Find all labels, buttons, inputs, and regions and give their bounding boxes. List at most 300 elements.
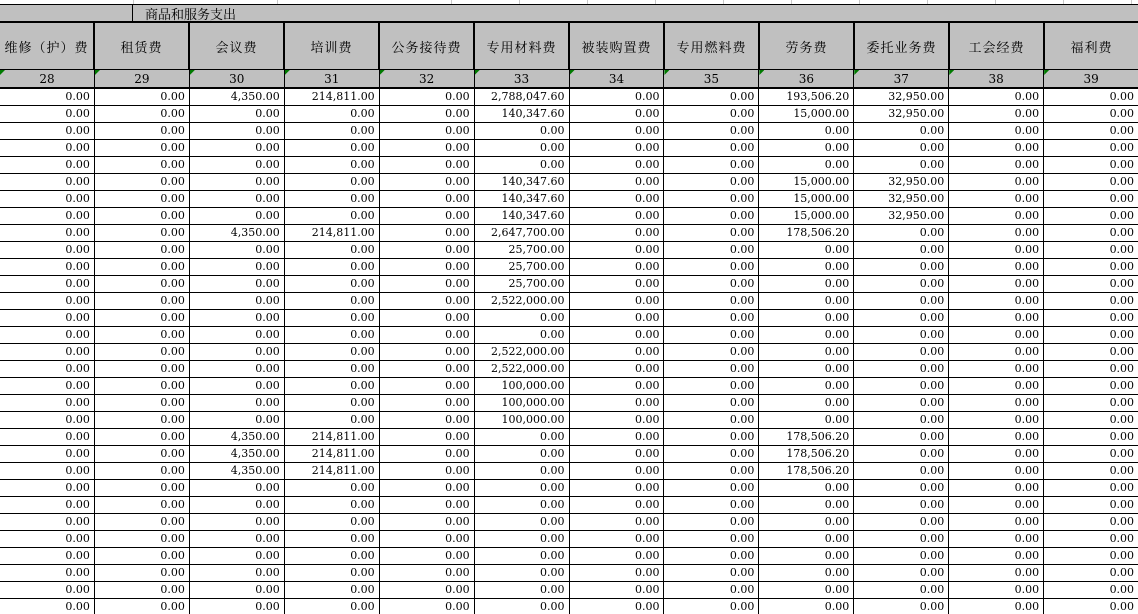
data-cell[interactable]: 0.00 bbox=[95, 123, 190, 140]
data-cell[interactable]: 0.00 bbox=[380, 310, 475, 327]
data-cell[interactable]: 25,700.00 bbox=[475, 276, 570, 293]
data-cell[interactable]: 0.00 bbox=[570, 514, 665, 531]
data-cell[interactable]: 0.00 bbox=[664, 191, 759, 208]
data-cell[interactable]: 0.00 bbox=[380, 463, 475, 480]
data-cell[interactable]: 0.00 bbox=[95, 582, 190, 599]
column-code-cell[interactable] bbox=[759, 70, 854, 87]
data-cell[interactable]: 0.00 bbox=[949, 327, 1044, 344]
data-cell[interactable]: 0.00 bbox=[949, 208, 1044, 225]
data-cell[interactable]: 25,700.00 bbox=[475, 242, 570, 259]
column-header-cell[interactable]: 专用材料费 bbox=[475, 23, 570, 69]
column-header-cell[interactable]: 被装购置费 bbox=[570, 23, 665, 69]
data-cell[interactable]: 15,000.00 bbox=[759, 174, 854, 191]
data-cell[interactable]: 0.00 bbox=[190, 276, 285, 293]
data-cell[interactable]: 32,950.00 bbox=[854, 89, 949, 106]
data-cell[interactable]: 0.00 bbox=[0, 565, 95, 582]
data-cell[interactable]: 0.00 bbox=[380, 514, 475, 531]
data-cell[interactable]: 0.00 bbox=[0, 293, 95, 310]
column-code-cell[interactable] bbox=[95, 70, 190, 87]
data-cell[interactable]: 0.00 bbox=[190, 514, 285, 531]
data-cell[interactable]: 0.00 bbox=[570, 259, 665, 276]
data-cell[interactable]: 0.00 bbox=[190, 242, 285, 259]
data-cell[interactable]: 0.00 bbox=[475, 463, 570, 480]
data-cell[interactable]: 0.00 bbox=[570, 276, 665, 293]
column-code-cell[interactable] bbox=[475, 70, 570, 87]
data-cell[interactable]: 0.00 bbox=[285, 191, 380, 208]
data-cell[interactable]: 32,950.00 bbox=[854, 174, 949, 191]
data-cell[interactable]: 0.00 bbox=[759, 531, 854, 548]
data-cell[interactable]: 0.00 bbox=[949, 548, 1044, 565]
data-cell[interactable]: 0.00 bbox=[0, 123, 95, 140]
data-cell[interactable]: 100,000.00 bbox=[475, 378, 570, 395]
data-cell[interactable]: 0.00 bbox=[664, 599, 759, 614]
data-cell[interactable]: 0.00 bbox=[759, 395, 854, 412]
data-cell[interactable]: 0.00 bbox=[570, 242, 665, 259]
data-cell[interactable]: 0.00 bbox=[949, 565, 1044, 582]
data-cell[interactable]: 0.00 bbox=[190, 344, 285, 361]
data-cell[interactable]: 0.00 bbox=[0, 89, 95, 106]
data-cell[interactable]: 0.00 bbox=[759, 361, 854, 378]
data-cell[interactable]: 15,000.00 bbox=[759, 106, 854, 123]
data-cell[interactable]: 0.00 bbox=[190, 293, 285, 310]
data-cell[interactable]: 0.00 bbox=[854, 514, 949, 531]
data-cell[interactable]: 0.00 bbox=[285, 157, 380, 174]
data-cell[interactable]: 0.00 bbox=[475, 327, 570, 344]
data-cell[interactable]: 0.00 bbox=[1044, 548, 1138, 565]
data-cell[interactable]: 0.00 bbox=[570, 599, 665, 614]
data-cell[interactable]: 0.00 bbox=[570, 344, 665, 361]
data-cell[interactable]: 0.00 bbox=[664, 480, 759, 497]
data-cell[interactable]: 0.00 bbox=[664, 463, 759, 480]
data-cell[interactable]: 0.00 bbox=[95, 242, 190, 259]
data-cell[interactable]: 0.00 bbox=[759, 259, 854, 276]
data-cell[interactable]: 0.00 bbox=[664, 174, 759, 191]
data-cell[interactable]: 0.00 bbox=[664, 310, 759, 327]
data-cell[interactable]: 0.00 bbox=[285, 412, 380, 429]
data-cell[interactable]: 0.00 bbox=[759, 327, 854, 344]
data-cell[interactable]: 0.00 bbox=[1044, 208, 1138, 225]
data-cell[interactable]: 0.00 bbox=[190, 412, 285, 429]
data-cell[interactable]: 0.00 bbox=[949, 497, 1044, 514]
data-cell[interactable]: 0.00 bbox=[190, 157, 285, 174]
data-cell[interactable]: 0.00 bbox=[95, 514, 190, 531]
data-cell[interactable]: 0.00 bbox=[95, 480, 190, 497]
data-cell[interactable]: 0.00 bbox=[570, 208, 665, 225]
data-cell[interactable]: 0.00 bbox=[380, 548, 475, 565]
data-cell[interactable]: 0.00 bbox=[380, 395, 475, 412]
data-cell[interactable]: 0.00 bbox=[0, 344, 95, 361]
data-cell[interactable]: 0.00 bbox=[949, 140, 1044, 157]
data-cell[interactable]: 0.00 bbox=[664, 242, 759, 259]
data-cell[interactable]: 0.00 bbox=[285, 514, 380, 531]
data-cell[interactable]: 0.00 bbox=[759, 565, 854, 582]
data-cell[interactable]: 0.00 bbox=[570, 378, 665, 395]
data-cell[interactable]: 0.00 bbox=[949, 361, 1044, 378]
data-cell[interactable]: 0.00 bbox=[475, 480, 570, 497]
data-cell[interactable]: 0.00 bbox=[570, 361, 665, 378]
data-cell[interactable]: 0.00 bbox=[949, 344, 1044, 361]
data-cell[interactable]: 0.00 bbox=[949, 225, 1044, 242]
data-cell[interactable]: 0.00 bbox=[285, 344, 380, 361]
column-header-cell[interactable]: 维修（护）费 bbox=[0, 23, 95, 69]
data-cell[interactable]: 0.00 bbox=[759, 140, 854, 157]
data-cell[interactable]: 0.00 bbox=[664, 514, 759, 531]
data-cell[interactable]: 0.00 bbox=[95, 174, 190, 191]
data-cell[interactable]: 0.00 bbox=[380, 157, 475, 174]
data-cell[interactable]: 0.00 bbox=[570, 412, 665, 429]
data-cell[interactable]: 0.00 bbox=[1044, 327, 1138, 344]
data-cell[interactable]: 0.00 bbox=[854, 531, 949, 548]
data-cell[interactable]: 100,000.00 bbox=[475, 395, 570, 412]
data-cell[interactable]: 0.00 bbox=[1044, 242, 1138, 259]
data-cell[interactable]: 0.00 bbox=[190, 565, 285, 582]
data-cell[interactable]: 0.00 bbox=[570, 446, 665, 463]
data-cell[interactable]: 0.00 bbox=[570, 123, 665, 140]
data-cell[interactable]: 0.00 bbox=[0, 225, 95, 242]
data-cell[interactable]: 25,700.00 bbox=[475, 259, 570, 276]
data-cell[interactable]: 2,522,000.00 bbox=[475, 344, 570, 361]
data-cell[interactable]: 0.00 bbox=[190, 582, 285, 599]
data-cell[interactable]: 0.00 bbox=[0, 497, 95, 514]
data-cell[interactable]: 0.00 bbox=[570, 327, 665, 344]
data-cell[interactable]: 0.00 bbox=[285, 599, 380, 614]
data-cell[interactable]: 0.00 bbox=[475, 140, 570, 157]
data-cell[interactable]: 0.00 bbox=[949, 242, 1044, 259]
data-cell[interactable]: 0.00 bbox=[949, 293, 1044, 310]
data-cell[interactable]: 0.00 bbox=[95, 412, 190, 429]
data-cell[interactable]: 0.00 bbox=[475, 514, 570, 531]
data-cell[interactable]: 0.00 bbox=[949, 480, 1044, 497]
data-cell[interactable]: 214,811.00 bbox=[285, 89, 380, 106]
data-cell[interactable]: 0.00 bbox=[1044, 582, 1138, 599]
data-cell[interactable]: 0.00 bbox=[475, 497, 570, 514]
column-code-cell[interactable] bbox=[570, 70, 665, 87]
data-cell[interactable]: 0.00 bbox=[854, 429, 949, 446]
data-cell[interactable]: 0.00 bbox=[570, 225, 665, 242]
data-cell[interactable]: 0.00 bbox=[949, 276, 1044, 293]
data-cell[interactable]: 0.00 bbox=[570, 310, 665, 327]
data-cell[interactable]: 0.00 bbox=[190, 531, 285, 548]
data-cell[interactable]: 0.00 bbox=[759, 293, 854, 310]
data-cell[interactable]: 0.00 bbox=[285, 174, 380, 191]
data-cell[interactable]: 0.00 bbox=[854, 463, 949, 480]
data-cell[interactable]: 0.00 bbox=[0, 174, 95, 191]
data-cell[interactable]: 0.00 bbox=[949, 157, 1044, 174]
data-cell[interactable]: 0.00 bbox=[380, 599, 475, 614]
data-cell[interactable]: 0.00 bbox=[0, 106, 95, 123]
data-cell[interactable]: 0.00 bbox=[759, 276, 854, 293]
data-cell[interactable]: 0.00 bbox=[1044, 514, 1138, 531]
data-cell[interactable]: 0.00 bbox=[759, 242, 854, 259]
data-cell[interactable]: 0.00 bbox=[95, 548, 190, 565]
data-cell[interactable]: 0.00 bbox=[854, 123, 949, 140]
data-cell[interactable]: 0.00 bbox=[380, 327, 475, 344]
data-cell[interactable]: 0.00 bbox=[1044, 565, 1138, 582]
data-cell[interactable]: 0.00 bbox=[95, 344, 190, 361]
data-cell[interactable]: 0.00 bbox=[475, 157, 570, 174]
data-cell[interactable]: 0.00 bbox=[1044, 157, 1138, 174]
data-cell[interactable]: 0.00 bbox=[854, 548, 949, 565]
data-cell[interactable]: 0.00 bbox=[664, 208, 759, 225]
data-cell[interactable]: 0.00 bbox=[190, 259, 285, 276]
data-cell[interactable]: 4,350.00 bbox=[190, 446, 285, 463]
data-cell[interactable]: 0.00 bbox=[854, 395, 949, 412]
data-cell[interactable]: 0.00 bbox=[570, 497, 665, 514]
data-cell[interactable]: 0.00 bbox=[0, 242, 95, 259]
data-cell[interactable]: 0.00 bbox=[949, 174, 1044, 191]
data-cell[interactable]: 0.00 bbox=[1044, 412, 1138, 429]
data-cell[interactable]: 32,950.00 bbox=[854, 191, 949, 208]
data-cell[interactable]: 0.00 bbox=[854, 293, 949, 310]
data-cell[interactable]: 0.00 bbox=[570, 548, 665, 565]
data-cell[interactable]: 0.00 bbox=[95, 140, 190, 157]
data-cell[interactable]: 0.00 bbox=[664, 327, 759, 344]
data-cell[interactable]: 0.00 bbox=[380, 242, 475, 259]
data-cell[interactable]: 0.00 bbox=[0, 548, 95, 565]
data-cell[interactable]: 0.00 bbox=[759, 514, 854, 531]
data-cell[interactable]: 0.00 bbox=[190, 378, 285, 395]
data-cell[interactable]: 0.00 bbox=[95, 429, 190, 446]
data-cell[interactable]: 0.00 bbox=[664, 225, 759, 242]
data-cell[interactable]: 0.00 bbox=[759, 582, 854, 599]
data-cell[interactable]: 0.00 bbox=[380, 361, 475, 378]
data-cell[interactable]: 0.00 bbox=[854, 412, 949, 429]
data-cell[interactable]: 0.00 bbox=[95, 293, 190, 310]
data-cell[interactable]: 0.00 bbox=[854, 565, 949, 582]
data-cell[interactable]: 0.00 bbox=[285, 259, 380, 276]
data-cell[interactable]: 0.00 bbox=[380, 344, 475, 361]
data-cell[interactable]: 0.00 bbox=[0, 599, 95, 614]
data-cell[interactable]: 32,950.00 bbox=[854, 208, 949, 225]
data-cell[interactable]: 0.00 bbox=[759, 157, 854, 174]
data-cell[interactable]: 0.00 bbox=[854, 344, 949, 361]
data-cell[interactable]: 0.00 bbox=[0, 412, 95, 429]
data-cell[interactable]: 0.00 bbox=[1044, 191, 1138, 208]
data-cell[interactable]: 0.00 bbox=[285, 582, 380, 599]
data-cell[interactable]: 0.00 bbox=[854, 310, 949, 327]
data-cell[interactable]: 100,000.00 bbox=[475, 412, 570, 429]
data-cell[interactable]: 0.00 bbox=[949, 310, 1044, 327]
data-cell[interactable]: 0.00 bbox=[475, 429, 570, 446]
data-cell[interactable]: 0.00 bbox=[285, 395, 380, 412]
data-cell[interactable]: 0.00 bbox=[380, 89, 475, 106]
data-cell[interactable]: 2,647,700.00 bbox=[475, 225, 570, 242]
data-cell[interactable]: 0.00 bbox=[949, 514, 1044, 531]
data-cell[interactable]: 0.00 bbox=[854, 140, 949, 157]
data-cell[interactable]: 0.00 bbox=[95, 395, 190, 412]
data-cell[interactable]: 0.00 bbox=[190, 361, 285, 378]
data-cell[interactable]: 0.00 bbox=[570, 293, 665, 310]
data-cell[interactable]: 0.00 bbox=[380, 140, 475, 157]
data-cell[interactable]: 0.00 bbox=[1044, 463, 1138, 480]
data-cell[interactable]: 0.00 bbox=[759, 480, 854, 497]
data-cell[interactable]: 0.00 bbox=[285, 480, 380, 497]
data-cell[interactable]: 0.00 bbox=[759, 310, 854, 327]
data-cell[interactable]: 0.00 bbox=[1044, 480, 1138, 497]
data-cell[interactable]: 0.00 bbox=[0, 276, 95, 293]
data-cell[interactable]: 0.00 bbox=[570, 395, 665, 412]
data-cell[interactable]: 178,506.20 bbox=[759, 463, 854, 480]
data-cell[interactable]: 0.00 bbox=[854, 599, 949, 614]
data-cell[interactable]: 0.00 bbox=[664, 412, 759, 429]
data-cell[interactable]: 0.00 bbox=[664, 106, 759, 123]
data-cell[interactable]: 0.00 bbox=[380, 582, 475, 599]
data-cell[interactable]: 0.00 bbox=[475, 548, 570, 565]
data-cell[interactable]: 140,347.60 bbox=[475, 191, 570, 208]
data-cell[interactable]: 0.00 bbox=[949, 259, 1044, 276]
data-cell[interactable]: 0.00 bbox=[95, 106, 190, 123]
data-cell[interactable]: 0.00 bbox=[95, 310, 190, 327]
data-cell[interactable]: 0.00 bbox=[380, 259, 475, 276]
column-header-cell[interactable]: 公务接待费 bbox=[380, 23, 475, 69]
data-cell[interactable]: 0.00 bbox=[95, 208, 190, 225]
data-cell[interactable]: 0.00 bbox=[664, 140, 759, 157]
data-cell[interactable]: 0.00 bbox=[95, 157, 190, 174]
data-cell[interactable]: 0.00 bbox=[190, 208, 285, 225]
data-cell[interactable]: 0.00 bbox=[570, 191, 665, 208]
data-cell[interactable]: 0.00 bbox=[854, 582, 949, 599]
column-code-cell[interactable] bbox=[1044, 70, 1138, 87]
data-cell[interactable]: 0.00 bbox=[1044, 361, 1138, 378]
data-cell[interactable]: 0.00 bbox=[285, 276, 380, 293]
data-cell[interactable]: 0.00 bbox=[664, 344, 759, 361]
data-cell[interactable]: 0.00 bbox=[664, 276, 759, 293]
data-cell[interactable]: 193,506.20 bbox=[759, 89, 854, 106]
data-cell[interactable]: 0.00 bbox=[1044, 276, 1138, 293]
data-cell[interactable]: 0.00 bbox=[0, 514, 95, 531]
data-cell[interactable]: 0.00 bbox=[285, 242, 380, 259]
data-cell[interactable]: 140,347.60 bbox=[475, 208, 570, 225]
data-cell[interactable]: 0.00 bbox=[949, 412, 1044, 429]
data-cell[interactable]: 0.00 bbox=[285, 548, 380, 565]
data-cell[interactable]: 0.00 bbox=[190, 327, 285, 344]
data-cell[interactable]: 0.00 bbox=[95, 327, 190, 344]
data-cell[interactable]: 0.00 bbox=[285, 378, 380, 395]
data-cell[interactable]: 0.00 bbox=[664, 123, 759, 140]
data-cell[interactable]: 0.00 bbox=[190, 310, 285, 327]
data-cell[interactable]: 0.00 bbox=[0, 480, 95, 497]
column-code-cell[interactable] bbox=[949, 70, 1044, 87]
data-cell[interactable]: 0.00 bbox=[0, 463, 95, 480]
data-cell[interactable]: 0.00 bbox=[380, 191, 475, 208]
column-code-cell[interactable] bbox=[854, 70, 949, 87]
data-cell[interactable]: 0.00 bbox=[285, 208, 380, 225]
data-cell[interactable]: 4,350.00 bbox=[190, 89, 285, 106]
column-code-cell[interactable] bbox=[380, 70, 475, 87]
data-cell[interactable]: 0.00 bbox=[949, 123, 1044, 140]
data-cell[interactable]: 0.00 bbox=[664, 361, 759, 378]
data-cell[interactable]: 0.00 bbox=[380, 429, 475, 446]
data-cell[interactable]: 0.00 bbox=[1044, 599, 1138, 614]
column-header-cell[interactable]: 会议费 bbox=[190, 23, 285, 69]
data-cell[interactable]: 0.00 bbox=[949, 395, 1044, 412]
data-cell[interactable]: 0.00 bbox=[949, 599, 1044, 614]
data-cell[interactable]: 0.00 bbox=[380, 293, 475, 310]
data-cell[interactable]: 0.00 bbox=[664, 582, 759, 599]
data-cell[interactable]: 0.00 bbox=[190, 548, 285, 565]
data-cell[interactable]: 178,506.20 bbox=[759, 446, 854, 463]
data-cell[interactable]: 0.00 bbox=[570, 157, 665, 174]
data-cell[interactable]: 0.00 bbox=[1044, 89, 1138, 106]
data-cell[interactable]: 0.00 bbox=[95, 565, 190, 582]
data-cell[interactable]: 214,811.00 bbox=[285, 225, 380, 242]
data-cell[interactable]: 0.00 bbox=[0, 310, 95, 327]
data-cell[interactable]: 0.00 bbox=[1044, 497, 1138, 514]
data-cell[interactable]: 0.00 bbox=[285, 531, 380, 548]
column-code-cell[interactable] bbox=[190, 70, 285, 87]
data-cell[interactable]: 2,522,000.00 bbox=[475, 293, 570, 310]
data-cell[interactable]: 0.00 bbox=[0, 531, 95, 548]
data-cell[interactable]: 0.00 bbox=[854, 225, 949, 242]
data-cell[interactable]: 0.00 bbox=[949, 446, 1044, 463]
data-cell[interactable]: 0.00 bbox=[0, 259, 95, 276]
data-cell[interactable]: 0.00 bbox=[285, 123, 380, 140]
data-cell[interactable]: 0.00 bbox=[95, 361, 190, 378]
data-cell[interactable]: 0.00 bbox=[190, 395, 285, 412]
column-code-cell[interactable] bbox=[0, 70, 95, 87]
data-cell[interactable]: 0.00 bbox=[475, 599, 570, 614]
data-cell[interactable]: 0.00 bbox=[475, 582, 570, 599]
column-header-cell[interactable]: 劳务费 bbox=[760, 23, 855, 69]
data-cell[interactable]: 2,522,000.00 bbox=[475, 361, 570, 378]
data-cell[interactable]: 0.00 bbox=[95, 531, 190, 548]
data-cell[interactable]: 0.00 bbox=[475, 446, 570, 463]
data-cell[interactable]: 0.00 bbox=[854, 480, 949, 497]
data-cell[interactable]: 0.00 bbox=[380, 531, 475, 548]
data-cell[interactable]: 0.00 bbox=[95, 497, 190, 514]
data-cell[interactable]: 0.00 bbox=[190, 191, 285, 208]
data-cell[interactable]: 0.00 bbox=[759, 123, 854, 140]
data-cell[interactable]: 0.00 bbox=[854, 378, 949, 395]
group-header-left-cell[interactable] bbox=[0, 5, 133, 21]
data-cell[interactable]: 0.00 bbox=[285, 106, 380, 123]
data-cell[interactable]: 0.00 bbox=[380, 276, 475, 293]
data-cell[interactable]: 0.00 bbox=[854, 327, 949, 344]
data-cell[interactable]: 0.00 bbox=[664, 293, 759, 310]
data-cell[interactable]: 0.00 bbox=[380, 123, 475, 140]
data-cell[interactable]: 0.00 bbox=[190, 174, 285, 191]
data-cell[interactable]: 0.00 bbox=[664, 157, 759, 174]
data-cell[interactable]: 0.00 bbox=[1044, 531, 1138, 548]
data-cell[interactable]: 32,950.00 bbox=[854, 106, 949, 123]
column-header-cell[interactable]: 租赁费 bbox=[95, 23, 190, 69]
data-cell[interactable]: 0.00 bbox=[95, 259, 190, 276]
data-cell[interactable]: 0.00 bbox=[95, 463, 190, 480]
group-header-merged-cell[interactable] bbox=[133, 5, 1138, 21]
data-cell[interactable]: 0.00 bbox=[570, 531, 665, 548]
data-cell[interactable]: 0.00 bbox=[380, 497, 475, 514]
data-cell[interactable]: 0.00 bbox=[759, 548, 854, 565]
data-cell[interactable]: 0.00 bbox=[190, 140, 285, 157]
data-cell[interactable]: 0.00 bbox=[95, 191, 190, 208]
data-cell[interactable]: 0.00 bbox=[1044, 106, 1138, 123]
data-cell[interactable]: 0.00 bbox=[285, 497, 380, 514]
data-cell[interactable]: 0.00 bbox=[1044, 123, 1138, 140]
data-cell[interactable]: 0.00 bbox=[380, 565, 475, 582]
data-cell[interactable]: 214,811.00 bbox=[285, 429, 380, 446]
data-cell[interactable]: 0.00 bbox=[664, 395, 759, 412]
data-cell[interactable]: 0.00 bbox=[664, 89, 759, 106]
data-cell[interactable]: 0.00 bbox=[0, 361, 95, 378]
column-code-cell[interactable] bbox=[285, 70, 380, 87]
data-cell[interactable]: 0.00 bbox=[1044, 344, 1138, 361]
data-cell[interactable]: 0.00 bbox=[1044, 293, 1138, 310]
data-cell[interactable]: 0.00 bbox=[0, 140, 95, 157]
data-cell[interactable]: 0.00 bbox=[759, 344, 854, 361]
data-cell[interactable]: 0.00 bbox=[0, 378, 95, 395]
data-cell[interactable]: 0.00 bbox=[190, 123, 285, 140]
data-cell[interactable]: 0.00 bbox=[949, 191, 1044, 208]
